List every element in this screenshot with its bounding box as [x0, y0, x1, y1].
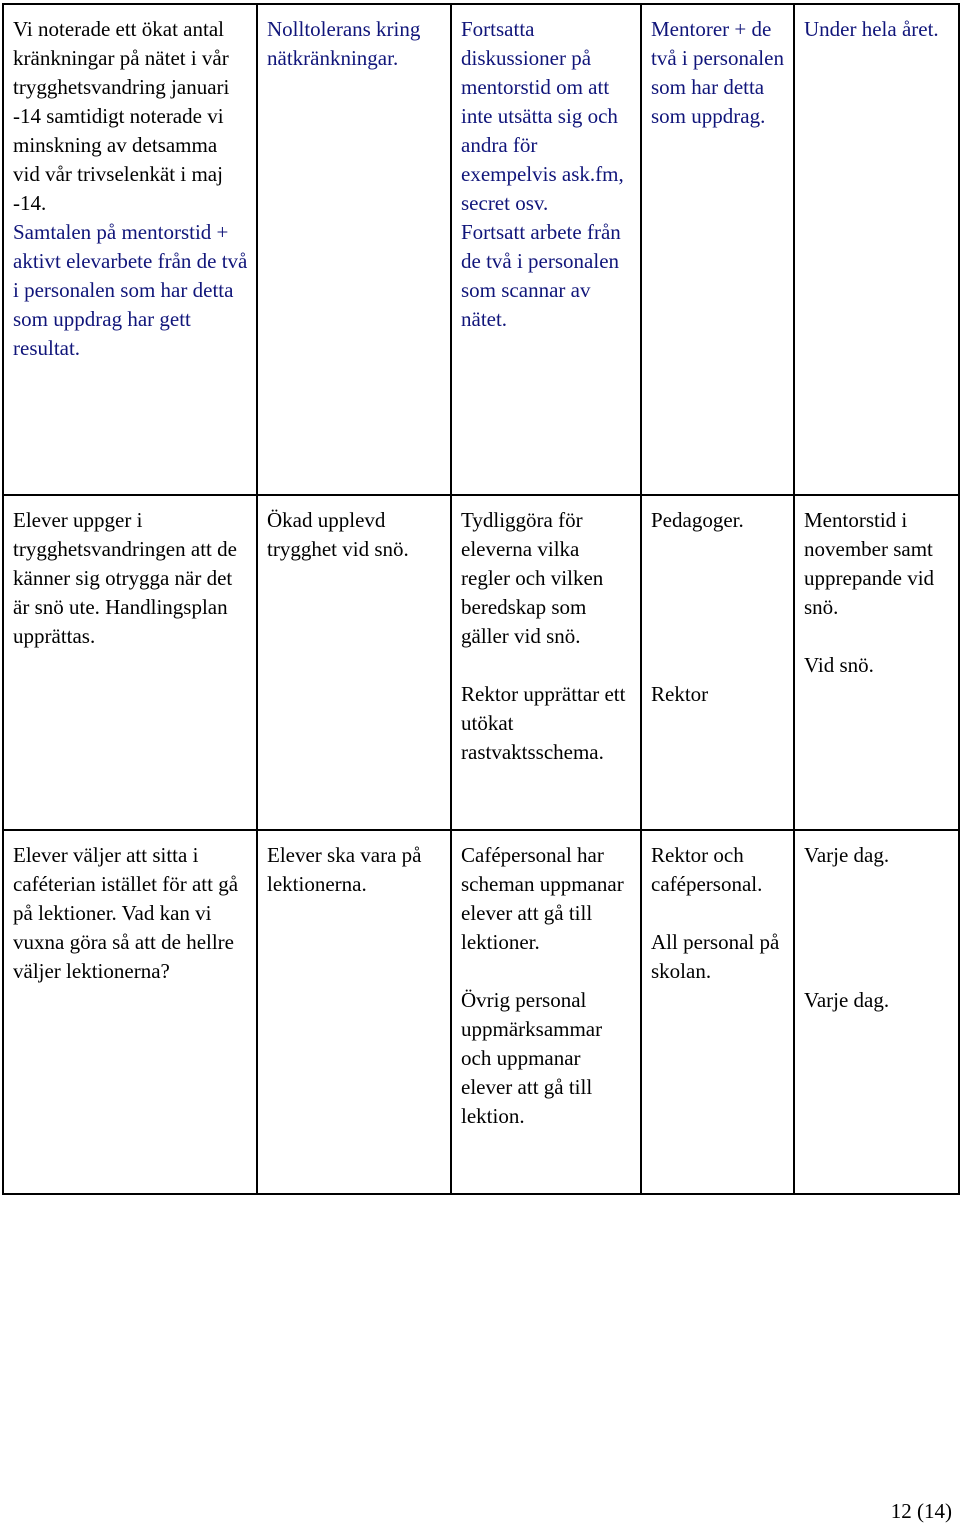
- goal-text: Ökad upplevd trygghet vid snö.: [267, 508, 409, 561]
- observation-cell: [3, 830, 257, 1194]
- action-cell: [451, 830, 641, 1194]
- goal-text: Nolltolerans kring nätkränkningar.: [267, 17, 421, 70]
- observation-text: Elever uppger i trygghetsvandringen att de känner sig otrygga när det är snö ute. Handlingsplan upprättas.: [13, 508, 237, 648]
- action-text-secondary: Fortsatt arbete från de två i personalen som scannar av nätet.: [461, 220, 621, 331]
- action-cell: [451, 495, 641, 830]
- responsible-cell: [641, 495, 794, 830]
- timing-text: Mentorstid i november samt upprepande vid snö.: [804, 508, 935, 619]
- timing-cell: [794, 495, 959, 830]
- table-row: [3, 4, 959, 495]
- action-plan-table: [2, 3, 960, 1195]
- responsible-text: Mentorer + de två i personalen som har detta som uppdrag.: [651, 17, 784, 128]
- goal-text: Elever ska vara på lektionerna.: [267, 843, 422, 896]
- action-text: Tydliggöra för eleverna vilka regler och vilken beredskap som gäller vid snö.: [461, 508, 604, 648]
- table-row: [3, 495, 959, 830]
- observation-text: Elever väljer att sitta i caféterian istället för att gå på lektioner. Vad kan vi vuxna göra så att de hellre väljer lektionerna?: [13, 843, 239, 983]
- action-text-secondary: Övrig personal uppmärksammar och uppmanar elever att gå till lektion.: [461, 988, 603, 1128]
- goal-cell: [257, 4, 451, 495]
- action-cell: [451, 4, 641, 495]
- observation-text: Vi noterade ett ökat antal kränkningar på nätet i vår trygghetsvandring januari -14 samtidigt noterade vi minskning av detsamma vid vår trivselenkät i maj -14.: [13, 17, 230, 215]
- responsible-cell: [641, 4, 794, 495]
- responsible-text: Pedagoger.: [651, 508, 744, 532]
- table-row: [3, 830, 959, 1194]
- action-text: Fortsatta diskussioner på mentorstid om att inte utsätta sig och andra för exempelvis ask.fm, secret osv.: [461, 17, 624, 215]
- action-text-secondary: Rektor upprättar ett utökat rastvaktsschema.: [461, 682, 626, 764]
- timing-cell: [794, 4, 959, 495]
- timing-cell: [794, 830, 959, 1194]
- timing-text-secondary: Varje dag.: [804, 988, 890, 1012]
- timing-text-secondary: Vid snö.: [804, 653, 874, 677]
- observation-cell: [3, 4, 257, 495]
- responsible-text-secondary: All personal på skolan.: [651, 930, 780, 983]
- observation-followup-text: Samtalen på mentorstid + aktivt elevarbete från de två i personalen som har detta som uppdrag har gett resultat.: [13, 220, 248, 360]
- page-number: 12 (14): [890, 1499, 952, 1523]
- responsible-text-secondary: Rektor: [651, 682, 709, 706]
- observation-cell: [3, 495, 257, 830]
- responsible-cell: [641, 830, 794, 1194]
- responsible-text: Rektor och cafépersonal.: [651, 843, 763, 896]
- action-text: Cafépersonal har scheman uppmanar elever att gå till lektioner.: [461, 843, 624, 954]
- timing-text: Varje dag.: [804, 843, 890, 867]
- timing-text: Under hela året.: [804, 17, 939, 41]
- goal-cell: [257, 495, 451, 830]
- goal-cell: [257, 830, 451, 1194]
